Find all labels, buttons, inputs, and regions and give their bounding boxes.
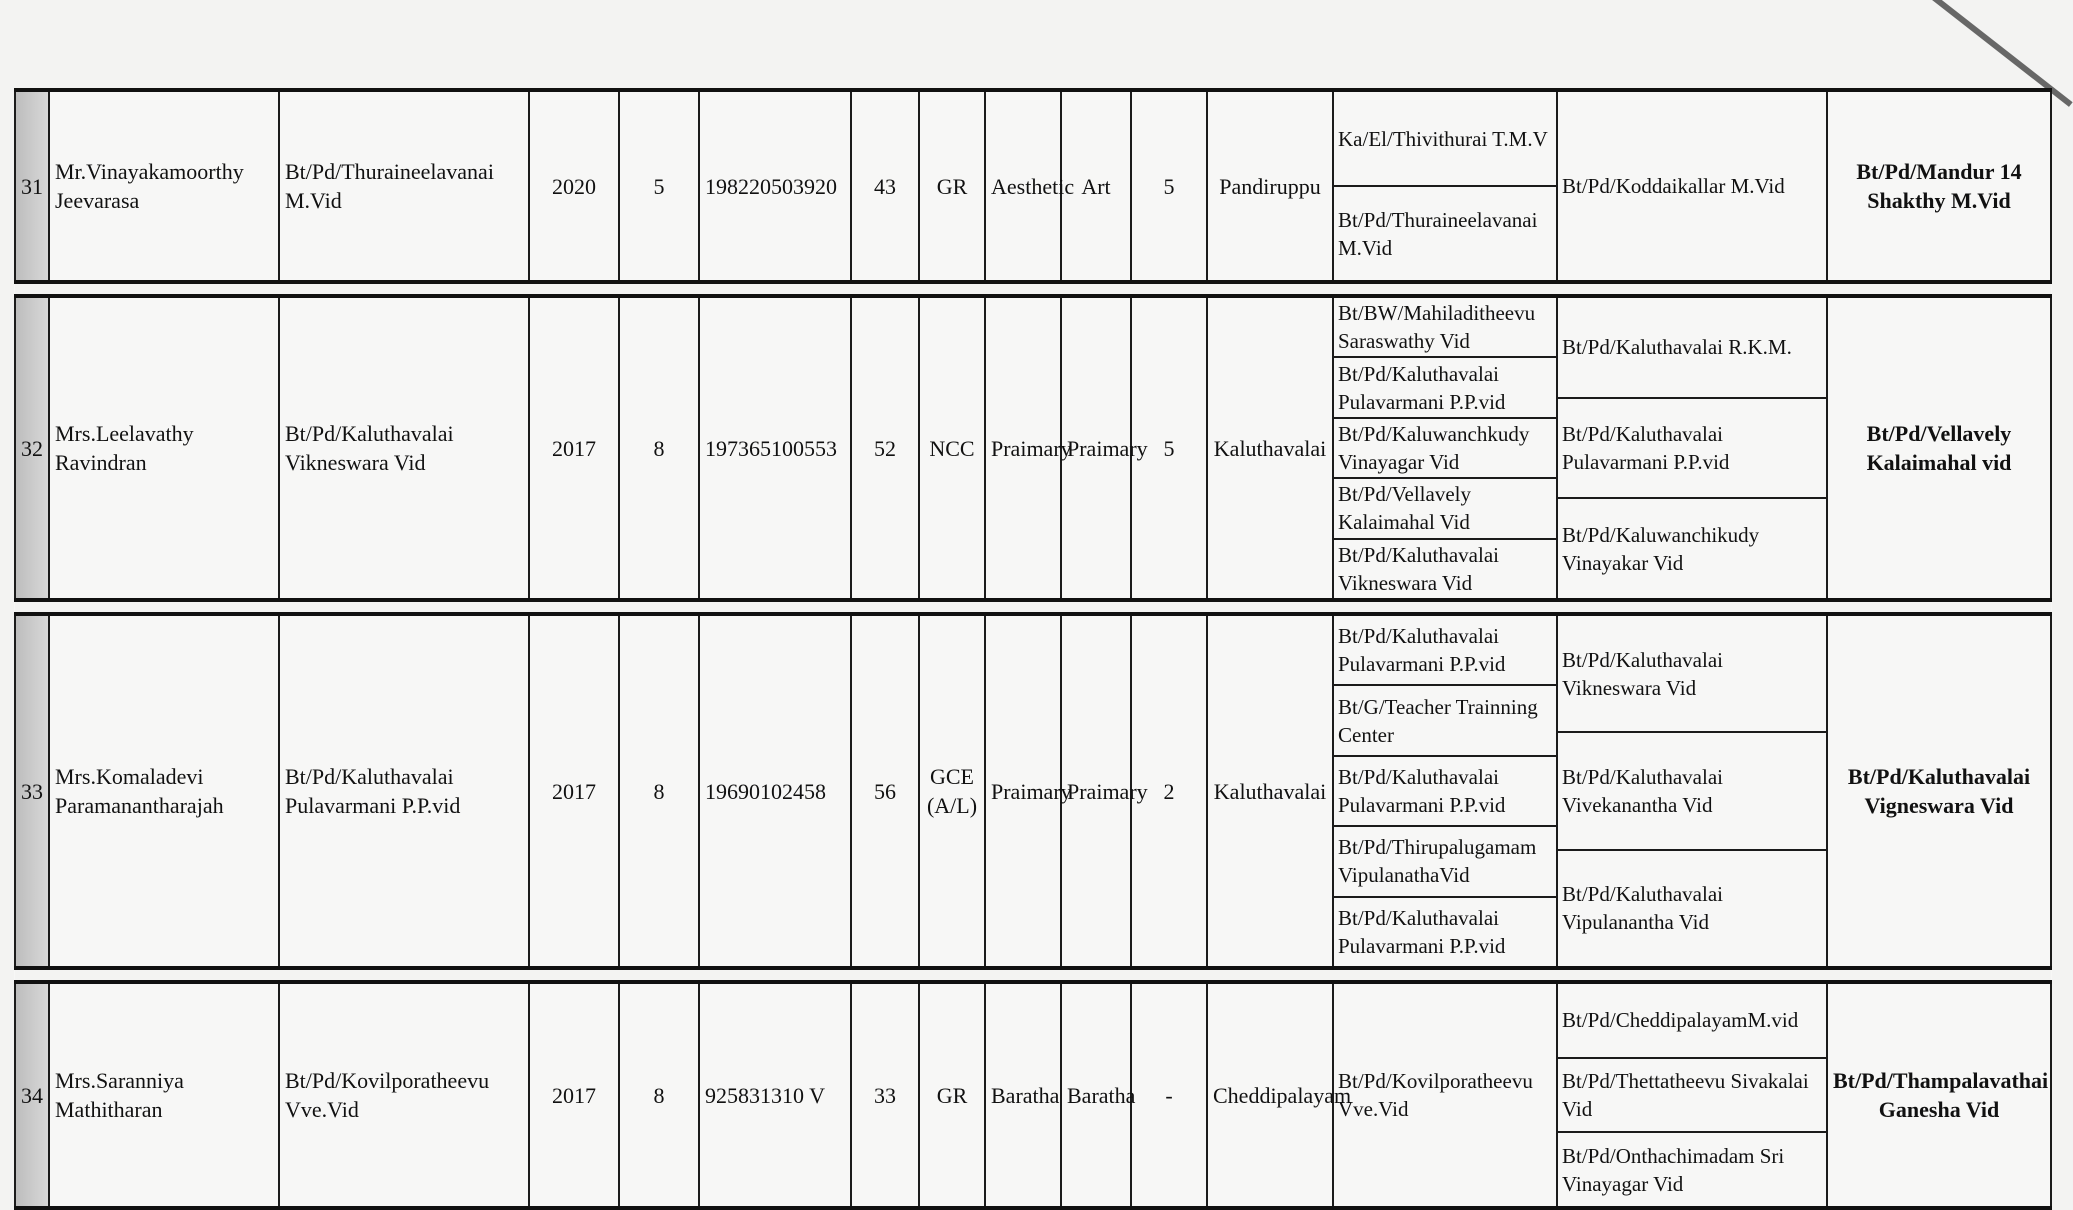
schools-cell — [1557, 296, 1827, 600]
vacancy-school: Bt/Pd/Kaluthavalai Vipulanantha Vid — [1562, 882, 1723, 935]
service-years-cell: 8 — [619, 296, 699, 600]
age-cell: 56 — [851, 614, 919, 968]
preferred-school: Bt/G/Teacher Trainning Center — [1334, 686, 1556, 756]
appointment-year-cell: 2020 — [529, 90, 619, 282]
service-years-cell: 8 — [619, 982, 699, 1208]
qualification-cell: GR — [919, 90, 985, 282]
schools-cell — [1557, 614, 1827, 968]
appointed-school-cell: Bt/Pd/Kaluthavalai Vigneswara Vid — [1827, 614, 2051, 968]
choices-cell — [1333, 296, 1557, 600]
transfer-table — [14, 88, 2052, 1210]
qualification-cell: GR — [919, 982, 985, 1208]
present-school-cell: Bt/Pd/Kovilporatheevu Vve.Vid — [279, 982, 529, 1208]
appointment-year-cell: 2017 — [529, 296, 619, 600]
choices-cell — [1333, 614, 1557, 968]
division-cell: Kaluthavalai — [1207, 296, 1333, 600]
preferred-school: Bt/Pd/Kaluthavalai Pulavarmani P.P.vid — [1334, 358, 1556, 418]
row-number-cell: 34 — [15, 982, 49, 1208]
preferred-school: Bt/Pd/Thirupalugamam VipulanathaVid — [1334, 827, 1556, 897]
teacher-name-cell: Mrs.Saranniya Mathitharan — [49, 982, 279, 1208]
vacancy-school: Bt/Pd/CheddipalayamM.vid — [1558, 984, 1826, 1059]
subject-level-cell: Art — [1061, 90, 1131, 282]
appointed-school-cell: Bt/Pd/Thampalavathai Ganesha Vid — [1827, 982, 2051, 1208]
schools-cell — [1557, 982, 1827, 1208]
division-cell: Pandiruppu — [1207, 90, 1333, 282]
count-cell: 5 — [1131, 296, 1207, 600]
vacancy-school: Bt/Pd/Kaluthavalai Vivekanantha Vid — [1558, 733, 1826, 850]
present-school-cell: Bt/Pd/Thuraineelavanai M.Vid — [279, 90, 529, 282]
nic-number-cell: 197365100553 — [699, 296, 851, 600]
preferred-school: Bt/Pd/Kaluthavalai Pulavarmani P.P.vid — [1338, 905, 1506, 958]
preferred-school: Bt/Pd/Kovilporatheevu Vve.Vid — [1338, 1069, 1533, 1121]
subject-level-cell: Praimary — [1061, 296, 1131, 600]
subject-level-cell: Praimary — [1061, 614, 1131, 968]
table-row — [15, 296, 2051, 600]
preferred-school: Bt/Pd/Thuraineelavanai M.Vid — [1338, 207, 1538, 260]
table-row — [15, 90, 2051, 282]
table-row — [15, 982, 2051, 1208]
teacher-name-cell: Mrs.Komaladevi Paramanantharajah — [49, 614, 279, 968]
table-row — [15, 614, 2051, 968]
present-school-cell: Bt/Pd/Kaluthavalai Pulavarmani P.P.vid — [279, 614, 529, 968]
service-years-cell: 5 — [619, 90, 699, 282]
vacancy-school: Bt/Pd/Kaluwanchikudy Vinayakar Vid — [1562, 522, 1760, 575]
teacher-name-cell: Mrs.Leelavathy Ravindran — [49, 296, 279, 600]
count-cell: 5 — [1131, 90, 1207, 282]
table-body — [15, 90, 2051, 1208]
choices-cell — [1333, 90, 1557, 282]
teacher-name-cell: Mr.Vinayakamoorthy Jeevarasa — [49, 90, 279, 282]
schools-cell — [1557, 90, 1827, 282]
appointment-year-cell: 2017 — [529, 982, 619, 1208]
age-cell: 43 — [851, 90, 919, 282]
preferred-school: Bt/Pd/Kaluthavalai Pulavarmani P.P.vid — [1334, 616, 1556, 686]
count-cell: - — [1131, 982, 1207, 1208]
count-cell: 2 — [1131, 614, 1207, 968]
vacancy-school: Bt/Pd/Onthachimadam Sri Vinayagar Vid — [1562, 1143, 1785, 1196]
preferred-school: Bt/Pd/Kaluthavalai Vikneswara Vid — [1338, 542, 1499, 595]
vacancy-school: Bt/Pd/Koddaikallar M.Vid — [1562, 174, 1785, 198]
age-cell: 52 — [851, 296, 919, 600]
preferred-school: Ka/El/Thivithurai T.M.V — [1334, 92, 1556, 187]
subject-cell: Aesthetic — [985, 90, 1061, 282]
qualification-cell: GCE (A/L) — [919, 614, 985, 968]
age-cell: 33 — [851, 982, 919, 1208]
subject-cell: Praimary — [985, 614, 1061, 968]
preferred-school: Bt/Pd/Kaluwanchkudy Vinayagar Vid — [1334, 419, 1556, 479]
subject-level-cell: Baratha — [1061, 982, 1131, 1208]
subject-cell: Baratha — [985, 982, 1061, 1208]
appointment-year-cell: 2017 — [529, 614, 619, 968]
row-number-cell: 32 — [15, 296, 49, 600]
division-cell: Kaluthavalai — [1207, 614, 1333, 968]
nic-number-cell: 198220503920 — [699, 90, 851, 282]
preferred-school: Bt/BW/Mahiladitheevu Saraswathy Vid — [1334, 298, 1556, 358]
vacancy-school: Bt/Pd/Kaluthavalai Pulavarmani P.P.vid — [1558, 399, 1826, 500]
vacancy-school: Bt/Pd/Thettatheevu Sivakalai Vid — [1558, 1059, 1826, 1134]
row-number-cell: 33 — [15, 614, 49, 968]
preferred-school: Bt/Pd/Vellavely Kalaimahal Vid — [1334, 479, 1556, 539]
present-school-cell: Bt/Pd/Kaluthavalai Vikneswara Vid — [279, 296, 529, 600]
vacancy-school: Bt/Pd/Kaluthavalai R.K.M. — [1558, 298, 1826, 399]
nic-number-cell: 19690102458 — [699, 614, 851, 968]
service-years-cell: 8 — [619, 614, 699, 968]
preferred-school: Bt/Pd/Kaluthavalai Pulavarmani P.P.vid — [1334, 757, 1556, 827]
vacancy-school: Bt/Pd/Kaluthavalai Vikneswara Vid — [1558, 616, 1826, 733]
appointed-school-cell: Bt/Pd/Vellavely Kalaimahal vid — [1827, 296, 2051, 600]
nic-number-cell: 925831310 V — [699, 982, 851, 1208]
appointed-school-cell: Bt/Pd/Mandur 14 Shakthy M.Vid — [1827, 90, 2051, 282]
division-cell: Cheddipalayam — [1207, 982, 1333, 1208]
subject-cell: Praimary — [985, 296, 1061, 600]
qualification-cell: NCC — [919, 296, 985, 600]
choices-cell — [1333, 982, 1557, 1208]
row-number-cell: 31 — [15, 90, 49, 282]
